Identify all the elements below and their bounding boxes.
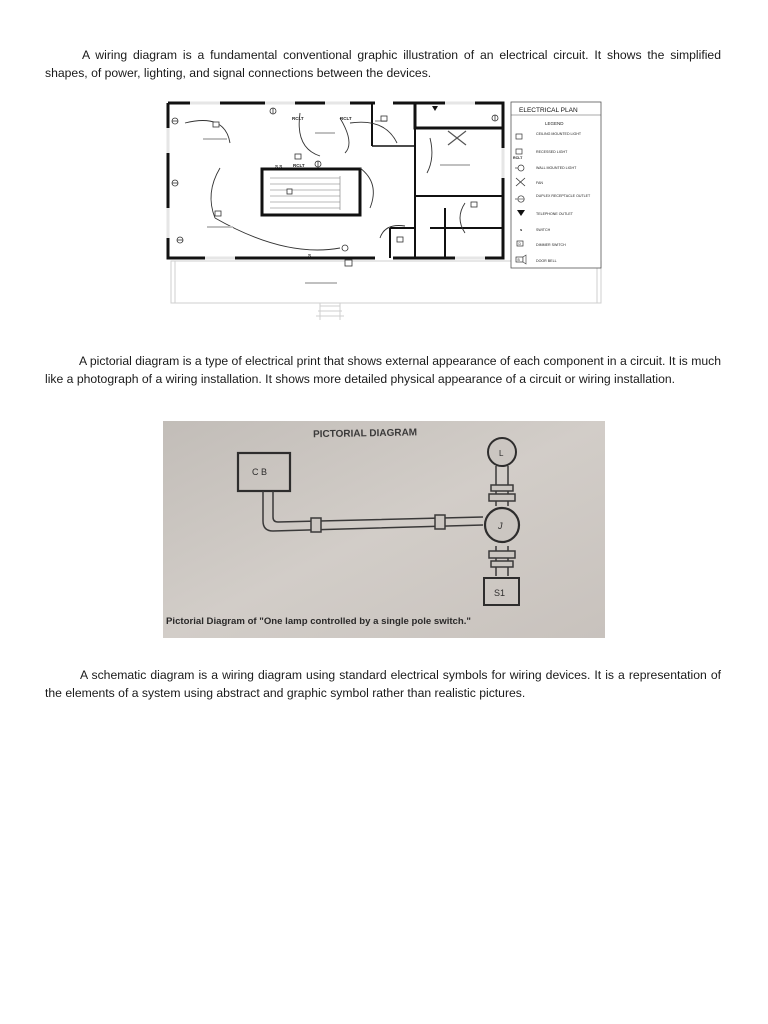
ceiling-light-icon xyxy=(516,134,522,139)
legend-item-label: RECESSED LIGHT xyxy=(536,150,568,154)
svg-text:s: s xyxy=(520,227,523,232)
legend-heading: LEGEND xyxy=(545,121,564,126)
schematic-diagram-paragraph: A schematic diagram is a wiring diagram using standard electrical symbols for wiring devices. It is a representation of the elements of a system using abstract and graphic symbol rather than realistic pictures. xyxy=(45,668,721,700)
dimmer-switch-icon xyxy=(517,241,523,246)
junction-label: J xyxy=(498,521,503,531)
electrical-plan-figure xyxy=(165,98,607,322)
junction-box xyxy=(485,508,519,542)
wiring-diagram-paragraph: A wiring diagram is a fundamental conventional graphic illustration of an electrical circuit. It shows the simplified shapes, of power, lighting, and signal connections between the devices. xyxy=(45,48,721,80)
plan-legend xyxy=(511,102,601,268)
svg-text:B: B xyxy=(517,258,520,262)
pictorial-diagram-figure xyxy=(163,421,605,638)
rclt-label: RCLT xyxy=(293,163,305,168)
pictorial-caption: Pictorial Diagram of "One lamp controlled by a single pole switch." xyxy=(166,616,471,627)
legend-item-label: DUPLEX RECEPTACLE OUTLET xyxy=(536,194,591,198)
pictorial-diagram-paragraph: A pictorial diagram is a type of electrical print that shows external appearance of each component in a circuit. It is much like a photograph of a wiring installation. It shows more detailed physical appearance of a circuit or wiring installation. xyxy=(45,354,721,386)
switch-label: S S xyxy=(275,164,283,169)
svg-text:D: D xyxy=(518,242,521,246)
rclt-label: RCLT xyxy=(292,116,304,121)
legend-item-label: DIMMER SWITCH xyxy=(536,243,566,247)
rclt-legend-label: RCLT xyxy=(513,156,523,160)
recessed-light-icon xyxy=(516,149,522,154)
switch-label: S1 xyxy=(494,588,506,598)
legend-item-label: WALL MOUNTED LIGHT xyxy=(536,166,577,170)
legend-item-label: TELEPHONE OUTLET xyxy=(536,212,573,216)
legend-item-label: FAN xyxy=(536,181,543,185)
pictorial-title: PICTORIAL DIAGRAM xyxy=(312,427,418,441)
switch-label: S xyxy=(308,253,312,258)
legend-item-label: SWITCH xyxy=(536,228,551,232)
legend-title: ELECTRICAL PLAN xyxy=(519,107,578,114)
legend-item-label: DOOR BELL xyxy=(536,259,557,263)
lamp xyxy=(488,438,516,466)
cb-label: C B xyxy=(252,467,268,477)
lamp-label: L xyxy=(499,449,504,458)
legend-item-label: CEILING MOUNTED LIGHT xyxy=(536,132,582,136)
rclt-label: RCLT xyxy=(340,116,352,121)
